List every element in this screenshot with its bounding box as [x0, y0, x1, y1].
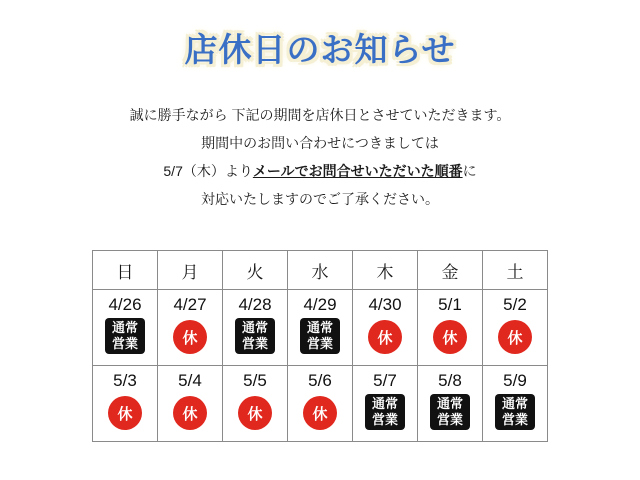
open-badge-line-2: 営業 [241, 336, 268, 351]
open-badge-line-1: 通常 [241, 320, 268, 335]
calendar-day-cell [288, 366, 353, 442]
weekday-header-cell: 木 [353, 251, 418, 290]
calendar-week-row [93, 366, 548, 442]
calendar-day-cell [483, 366, 548, 442]
calendar-day-cell [418, 366, 483, 442]
open-badge-line-2: 営業 [111, 336, 138, 351]
closed-badge: 休 [108, 396, 142, 430]
date-label: 4/29 [303, 295, 337, 314]
closed-badge: 休 [173, 396, 207, 430]
open-badge-line-2: 営業 [501, 412, 528, 427]
date-label: 4/26 [108, 295, 142, 314]
calendar-day-cell [158, 366, 223, 442]
page-title: 店休日のお知らせ [184, 31, 456, 68]
date-label: 4/27 [173, 295, 207, 314]
calendar-day-cell [353, 290, 418, 366]
notice-line-1: 誠に勝手ながら 下記の期間を店休日とさせていただきます。 [129, 107, 511, 123]
open-badge-line-1: 通常 [371, 396, 398, 411]
weekday-header-cell: 水 [288, 251, 353, 290]
open-badge-line-2: 営業 [371, 412, 398, 427]
date-label: 4/28 [238, 295, 272, 314]
notice-line-3-emphasis: メールでお問合せいただいた順番 [252, 163, 463, 179]
date-label: 5/6 [308, 371, 332, 390]
date-label: 5/1 [438, 295, 462, 314]
calendar-day-cell [93, 366, 158, 442]
date-label: 5/3 [113, 371, 137, 390]
closed-badge: 休 [368, 320, 402, 354]
notice-line-3-prefix: 5/7（木）より [163, 163, 253, 179]
open-badge [235, 318, 275, 354]
closed-badge: 休 [433, 320, 467, 354]
notice-text-block [0, 108, 640, 207]
open-badge [365, 394, 405, 430]
calendar-week-row [93, 290, 548, 366]
closed-badge: 休 [498, 320, 532, 354]
notice-line-3-suffix: に [462, 163, 477, 179]
open-badge [495, 394, 535, 430]
notice-line-3 [0, 164, 640, 179]
closed-badge: 休 [238, 396, 272, 430]
open-badge [300, 318, 340, 354]
weekday-header-cell: 土 [483, 251, 548, 290]
notice-line-2: 期間中のお問い合わせにつきましては [201, 135, 439, 151]
open-badge-line-2: 営業 [306, 336, 333, 351]
date-label: 5/4 [178, 371, 202, 390]
open-badge-line-1: 通常 [111, 320, 138, 335]
closed-badge: 休 [303, 396, 337, 430]
date-label: 4/30 [368, 295, 402, 314]
date-label: 5/5 [243, 371, 267, 390]
open-badge-line-1: 通常 [501, 396, 528, 411]
calendar-day-cell [353, 366, 418, 442]
calendar-day-cell [158, 290, 223, 366]
date-label: 5/9 [503, 371, 527, 390]
weekday-header-row [93, 251, 548, 290]
calendar-day-cell [93, 290, 158, 366]
open-badge [430, 394, 470, 430]
notice-line-4: 対応いたしますのでご了承ください。 [201, 191, 439, 207]
calendar-day-cell [288, 290, 353, 366]
closed-badge: 休 [173, 320, 207, 354]
open-badge-line-2: 営業 [436, 412, 463, 427]
weekday-header-cell: 金 [418, 251, 483, 290]
holiday-calendar-table [92, 250, 548, 442]
calendar-day-cell [223, 366, 288, 442]
weekday-header-cell: 日 [93, 251, 158, 290]
date-label: 5/2 [503, 295, 527, 314]
date-label: 5/7 [373, 371, 397, 390]
calendar-day-cell [483, 290, 548, 366]
weekday-header-cell: 月 [158, 251, 223, 290]
open-badge-line-1: 通常 [436, 396, 463, 411]
calendar-day-cell [418, 290, 483, 366]
open-badge-line-1: 通常 [306, 320, 333, 335]
date-label: 5/8 [438, 371, 462, 390]
calendar-day-cell [223, 290, 288, 366]
open-badge [105, 318, 145, 354]
weekday-header-cell: 火 [223, 251, 288, 290]
